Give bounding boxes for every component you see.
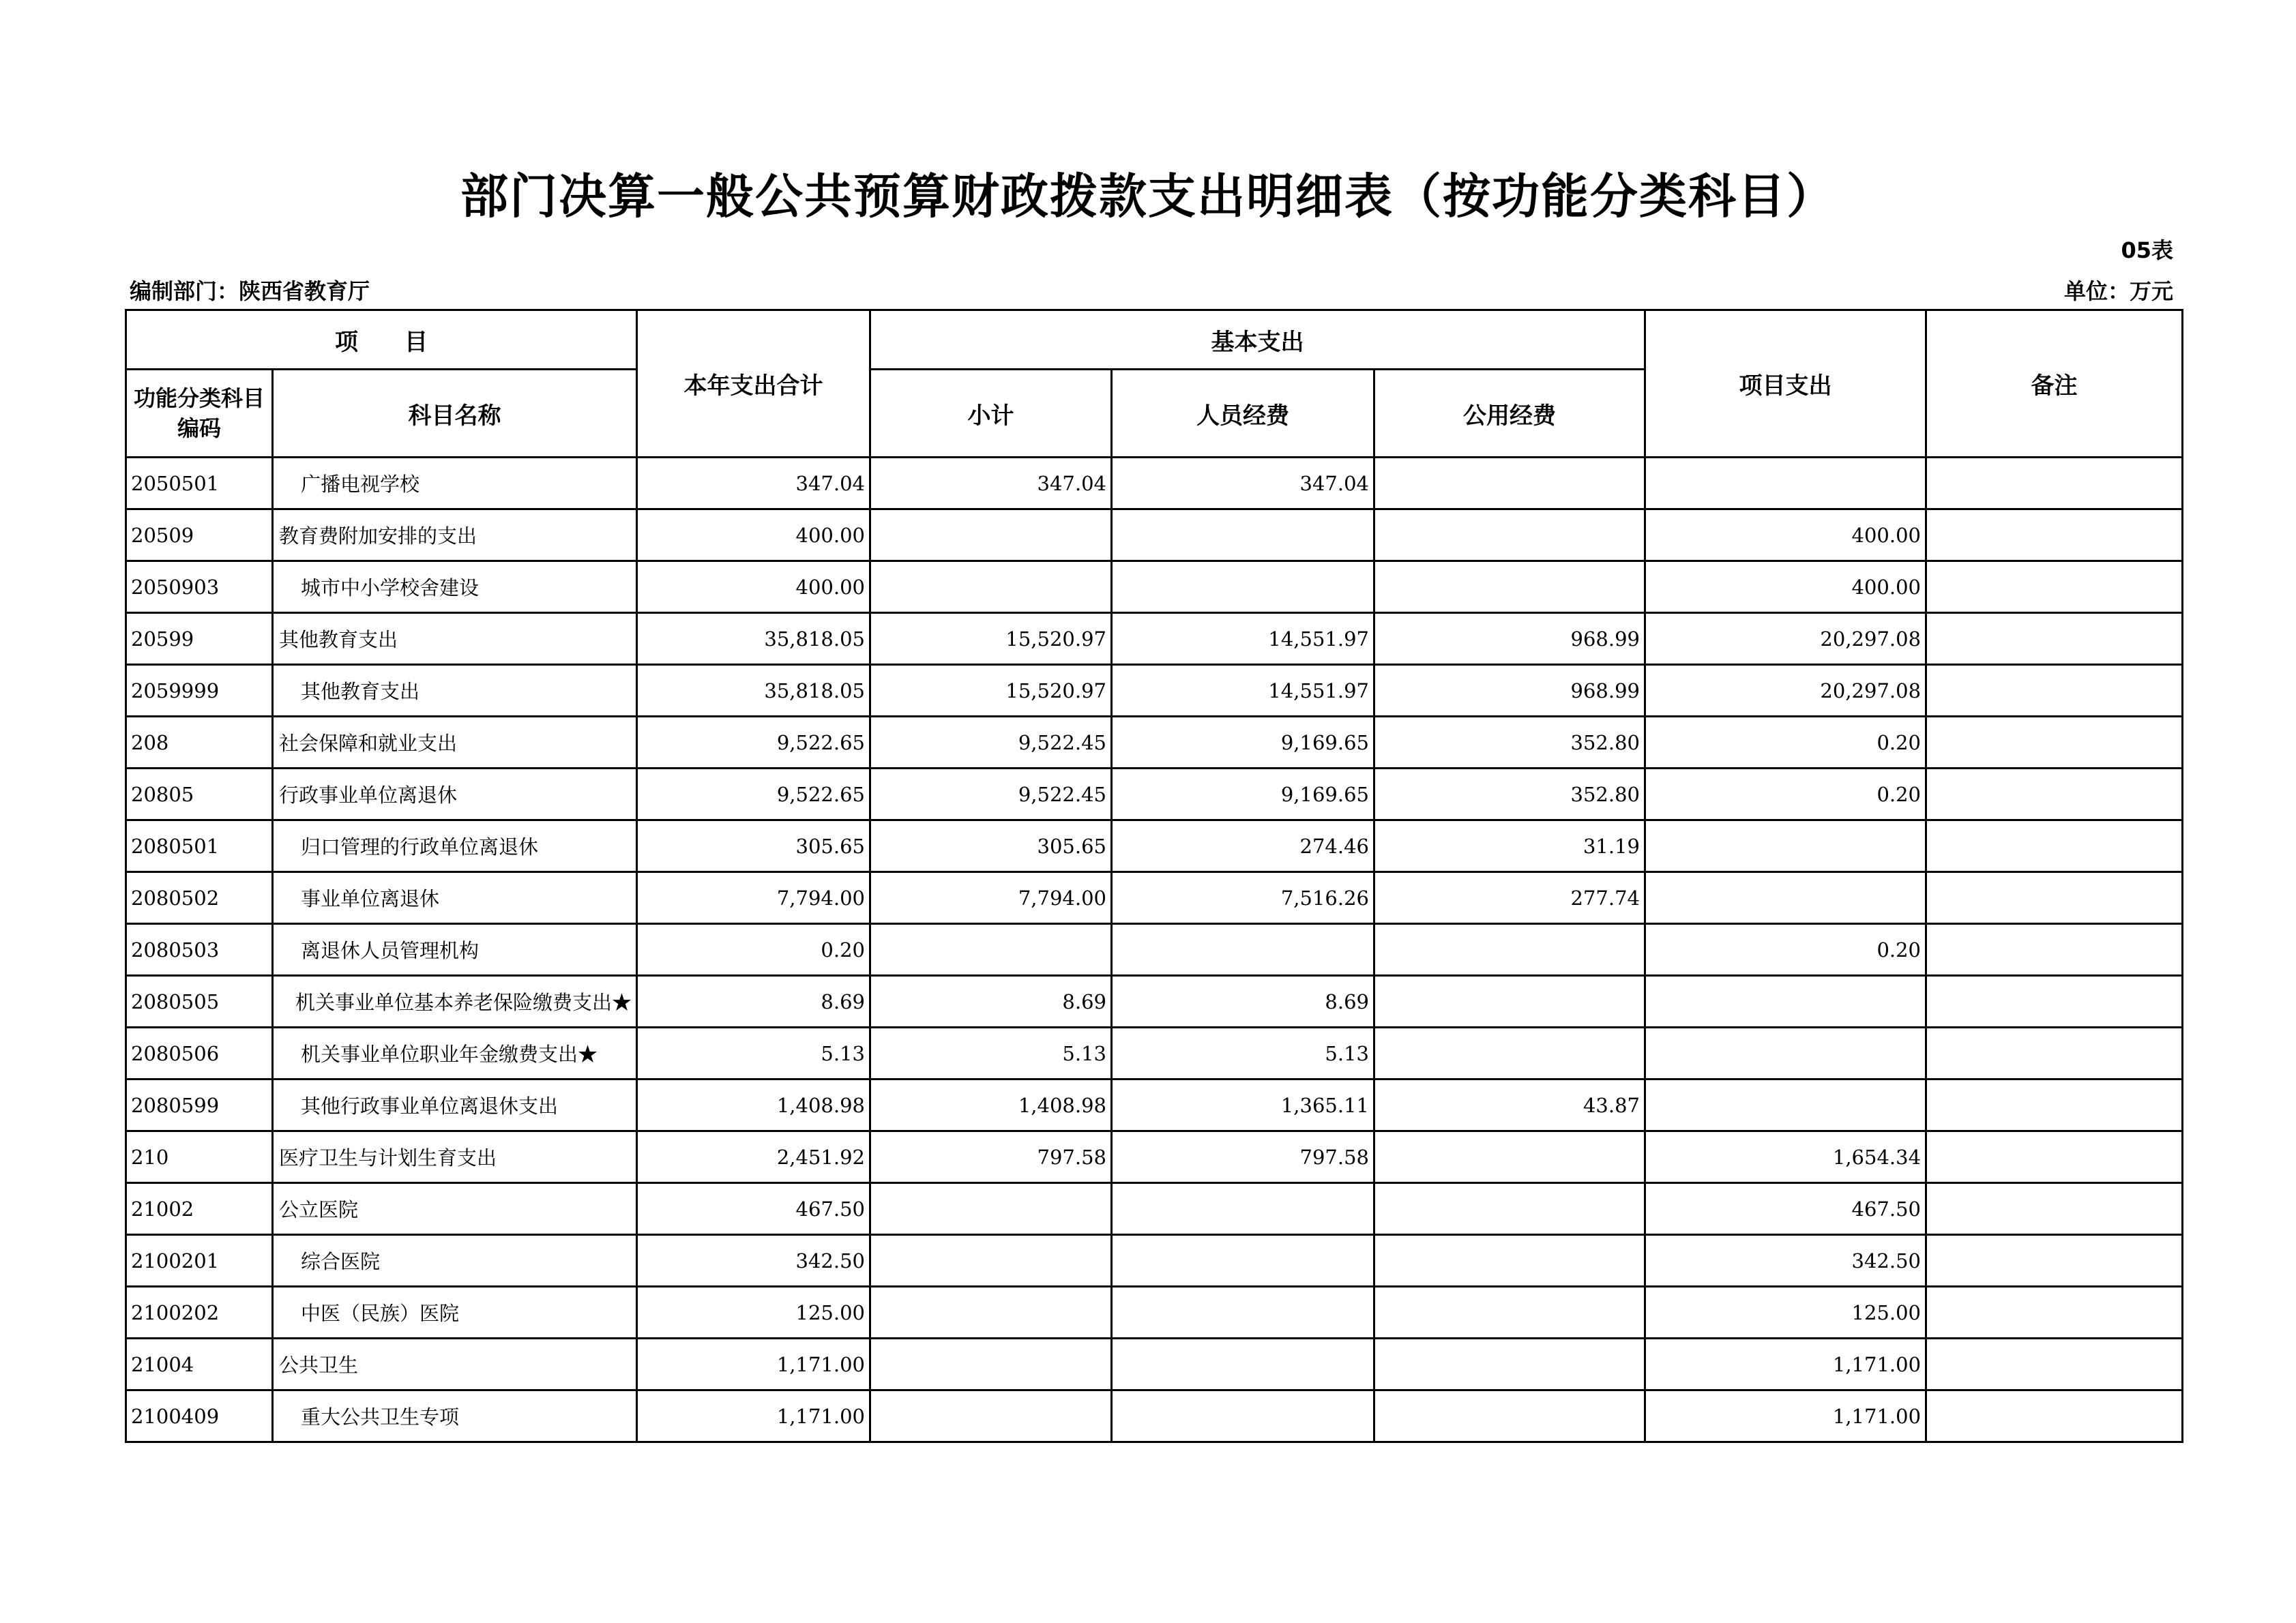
- cell-remark: [1926, 509, 2183, 561]
- cell-code: 2080501: [126, 820, 273, 872]
- cell-project: 342.50: [1645, 1235, 1926, 1287]
- table-row: [126, 976, 2183, 1028]
- cell-total: 35,818.05: [637, 665, 870, 717]
- cell-code: 21002: [126, 1183, 273, 1235]
- cell-project: 0.20: [1645, 924, 1926, 976]
- cell-personnel: [1112, 1183, 1374, 1235]
- header-code: 功能分类科目编码: [126, 370, 273, 458]
- header-public: 公用经费: [1374, 370, 1645, 458]
- cell-project: 400.00: [1645, 509, 1926, 561]
- cell-subtotal: 9,522.45: [870, 717, 1112, 769]
- cell-public: [1374, 1339, 1645, 1390]
- table-row: [126, 1028, 2183, 1079]
- cell-public: [1374, 976, 1645, 1028]
- cell-personnel: [1112, 1339, 1374, 1390]
- cell-total: 9,522.65: [637, 769, 870, 820]
- cell-personnel: [1112, 1390, 1374, 1442]
- cell-code: 2050501: [126, 458, 273, 509]
- cell-project: [1645, 1028, 1926, 1079]
- unit-label: 单位：万元: [2063, 278, 2173, 304]
- header-subtotal: 小计: [870, 370, 1112, 458]
- cell-name: 社会保障和就业支出: [273, 717, 637, 769]
- cell-project: 467.50: [1645, 1183, 1926, 1235]
- cell-public: 31.19: [1374, 820, 1645, 872]
- cell-name: 公立医院: [273, 1183, 637, 1235]
- cell-personnel: 9,169.65: [1112, 717, 1374, 769]
- cell-code: 20599: [126, 613, 273, 665]
- cell-personnel: 797.58: [1112, 1131, 1374, 1183]
- cell-public: [1374, 1390, 1645, 1442]
- cell-remark: [1926, 717, 2183, 769]
- table-row: [126, 1287, 2183, 1339]
- cell-total: 35,818.05: [637, 613, 870, 665]
- cell-subtotal: 7,794.00: [870, 872, 1112, 924]
- cell-name: 综合医院: [273, 1235, 637, 1287]
- cell-total: 467.50: [637, 1183, 870, 1235]
- cell-project: [1645, 458, 1926, 509]
- cell-name: 机关事业单位职业年金缴费支出★: [273, 1028, 637, 1079]
- cell-remark: [1926, 1390, 2183, 1442]
- cell-code: 2080506: [126, 1028, 273, 1079]
- cell-code: 20805: [126, 769, 273, 820]
- cell-total: 305.65: [637, 820, 870, 872]
- cell-public: [1374, 1287, 1645, 1339]
- cell-personnel: 8.69: [1112, 976, 1374, 1028]
- table-row: [126, 924, 2183, 976]
- cell-code: 2080505: [126, 976, 273, 1028]
- header-total: 本年支出合计: [637, 310, 870, 458]
- cell-remark: [1926, 872, 2183, 924]
- cell-subtotal: [870, 561, 1112, 613]
- cell-personnel: [1112, 561, 1374, 613]
- cell-personnel: [1112, 924, 1374, 976]
- cell-public: [1374, 458, 1645, 509]
- cell-personnel: 7,516.26: [1112, 872, 1374, 924]
- table-number: 05表: [2121, 237, 2173, 263]
- cell-public: [1374, 561, 1645, 613]
- cell-public: 277.74: [1374, 872, 1645, 924]
- cell-project: [1645, 872, 1926, 924]
- cell-name: 城市中小学校舍建设: [273, 561, 637, 613]
- cell-total: 400.00: [637, 509, 870, 561]
- cell-public: [1374, 1028, 1645, 1079]
- table-row: [126, 872, 2183, 924]
- cell-project: 1,171.00: [1645, 1339, 1926, 1390]
- table-row: [126, 665, 2183, 717]
- cell-code: 2059999: [126, 665, 273, 717]
- cell-public: 352.80: [1374, 769, 1645, 820]
- cell-project: 20,297.08: [1645, 613, 1926, 665]
- cell-project: 1,171.00: [1645, 1390, 1926, 1442]
- cell-subtotal: 5.13: [870, 1028, 1112, 1079]
- cell-remark: [1926, 561, 2183, 613]
- cell-code: 208: [126, 717, 273, 769]
- cell-personnel: 1,365.11: [1112, 1079, 1374, 1131]
- cell-subtotal: 9,522.45: [870, 769, 1112, 820]
- header-personnel: 人员经费: [1112, 370, 1374, 458]
- cell-subtotal: 15,520.97: [870, 613, 1112, 665]
- cell-code: 2080503: [126, 924, 273, 976]
- cell-project: 0.20: [1645, 717, 1926, 769]
- table-row: [126, 1183, 2183, 1235]
- cell-personnel: [1112, 509, 1374, 561]
- cell-remark: [1926, 1079, 2183, 1131]
- cell-total: 9,522.65: [637, 717, 870, 769]
- cell-project: 20,297.08: [1645, 665, 1926, 717]
- cell-personnel: 274.46: [1112, 820, 1374, 872]
- cell-total: 1,171.00: [637, 1339, 870, 1390]
- cell-personnel: 9,169.65: [1112, 769, 1374, 820]
- cell-subtotal: 347.04: [870, 458, 1112, 509]
- cell-personnel: 347.04: [1112, 458, 1374, 509]
- cell-total: 342.50: [637, 1235, 870, 1287]
- cell-personnel: 14,551.97: [1112, 665, 1374, 717]
- header-name: 科目名称: [273, 370, 637, 458]
- cell-subtotal: [870, 1339, 1112, 1390]
- table-row: [126, 820, 2183, 872]
- cell-code: 2080599: [126, 1079, 273, 1131]
- cell-name: 医疗卫生与计划生育支出: [273, 1131, 637, 1183]
- cell-remark: [1926, 1183, 2183, 1235]
- cell-remark: [1926, 613, 2183, 665]
- cell-name: 公共卫生: [273, 1339, 637, 1390]
- cell-code: 21004: [126, 1339, 273, 1390]
- cell-total: 8.69: [637, 976, 870, 1028]
- cell-project: [1645, 976, 1926, 1028]
- cell-remark: [1926, 458, 2183, 509]
- cell-code: 2100202: [126, 1287, 273, 1339]
- cell-code: 2050903: [126, 561, 273, 613]
- cell-public: [1374, 1131, 1645, 1183]
- cell-remark: [1926, 976, 2183, 1028]
- cell-name: 离退休人员管理机构: [273, 924, 637, 976]
- cell-name: 重大公共卫生专项: [273, 1390, 637, 1442]
- cell-total: 0.20: [637, 924, 870, 976]
- cell-public: [1374, 1183, 1645, 1235]
- cell-name: 其他行政事业单位离退休支出: [273, 1079, 637, 1131]
- cell-remark: [1926, 1287, 2183, 1339]
- cell-subtotal: [870, 1183, 1112, 1235]
- cell-public: 968.99: [1374, 665, 1645, 717]
- cell-subtotal: 15,520.97: [870, 665, 1112, 717]
- cell-public: 352.80: [1374, 717, 1645, 769]
- cell-subtotal: [870, 1390, 1112, 1442]
- cell-subtotal: 305.65: [870, 820, 1112, 872]
- expenditure-table: [125, 309, 2183, 1443]
- cell-project: [1645, 1079, 1926, 1131]
- table-row: [126, 458, 2183, 509]
- cell-public: 968.99: [1374, 613, 1645, 665]
- cell-remark: [1926, 769, 2183, 820]
- cell-remark: [1926, 1235, 2183, 1287]
- header-remark: 备注: [1926, 310, 2183, 458]
- cell-total: 7,794.00: [637, 872, 870, 924]
- cell-subtotal: [870, 509, 1112, 561]
- cell-subtotal: [870, 924, 1112, 976]
- cell-personnel: 5.13: [1112, 1028, 1374, 1079]
- cell-code: 2100409: [126, 1390, 273, 1442]
- cell-code: 2080502: [126, 872, 273, 924]
- cell-remark: [1926, 665, 2183, 717]
- cell-code: 20509: [126, 509, 273, 561]
- cell-name: 中医（民族）医院: [273, 1287, 637, 1339]
- cell-personnel: [1112, 1287, 1374, 1339]
- cell-project: 1,654.34: [1645, 1131, 1926, 1183]
- cell-remark: [1926, 924, 2183, 976]
- header-basic: 基本支出: [870, 310, 1645, 370]
- cell-total: 400.00: [637, 561, 870, 613]
- cell-name: 教育费附加安排的支出: [273, 509, 637, 561]
- table-row: [126, 1390, 2183, 1442]
- table-row: [126, 1079, 2183, 1131]
- cell-subtotal: [870, 1235, 1112, 1287]
- cell-total: 125.00: [637, 1287, 870, 1339]
- cell-name: 行政事业单位离退休: [273, 769, 637, 820]
- cell-remark: [1926, 1131, 2183, 1183]
- table-row: [126, 717, 2183, 769]
- cell-public: [1374, 924, 1645, 976]
- table-row: [126, 1131, 2183, 1183]
- cell-total: 347.04: [637, 458, 870, 509]
- cell-remark: [1926, 1028, 2183, 1079]
- table-row: [126, 613, 2183, 665]
- cell-name: 事业单位离退休: [273, 872, 637, 924]
- cell-name: 归口管理的行政单位离退休: [273, 820, 637, 872]
- cell-subtotal: 797.58: [870, 1131, 1112, 1183]
- cell-name: 其他教育支出: [273, 613, 637, 665]
- header-item: 项 目: [126, 310, 637, 370]
- cell-project: 0.20: [1645, 769, 1926, 820]
- table-row: [126, 1339, 2183, 1390]
- cell-code: 210: [126, 1131, 273, 1183]
- compiling-department: 编制部门：陕西省教育厅: [130, 278, 370, 304]
- cell-remark: [1926, 820, 2183, 872]
- table-row: [126, 1235, 2183, 1287]
- cell-code: 2100201: [126, 1235, 273, 1287]
- table-row: [126, 561, 2183, 613]
- cell-project: 125.00: [1645, 1287, 1926, 1339]
- cell-personnel: 14,551.97: [1112, 613, 1374, 665]
- cell-subtotal: [870, 1287, 1112, 1339]
- cell-remark: [1926, 1339, 2183, 1390]
- cell-total: 5.13: [637, 1028, 870, 1079]
- cell-public: [1374, 509, 1645, 561]
- header-project: 项目支出: [1645, 310, 1926, 458]
- cell-name: 广播电视学校: [273, 458, 637, 509]
- cell-total: 2,451.92: [637, 1131, 870, 1183]
- table-row: [126, 509, 2183, 561]
- cell-project: [1645, 820, 1926, 872]
- cell-total: 1,408.98: [637, 1079, 870, 1131]
- table-row: [126, 769, 2183, 820]
- cell-subtotal: 8.69: [870, 976, 1112, 1028]
- cell-project: 400.00: [1645, 561, 1926, 613]
- cell-name: 其他教育支出: [273, 665, 637, 717]
- cell-public: [1374, 1235, 1645, 1287]
- cell-public: 43.87: [1374, 1079, 1645, 1131]
- cell-name: 机关事业单位基本养老保险缴费支出★: [273, 976, 637, 1028]
- page-title: 部门决算一般公共预算财政拨款支出明细表（按功能分类科目）: [460, 168, 1836, 224]
- cell-personnel: [1112, 1235, 1374, 1287]
- cell-subtotal: 1,408.98: [870, 1079, 1112, 1131]
- cell-total: 1,171.00: [637, 1390, 870, 1442]
